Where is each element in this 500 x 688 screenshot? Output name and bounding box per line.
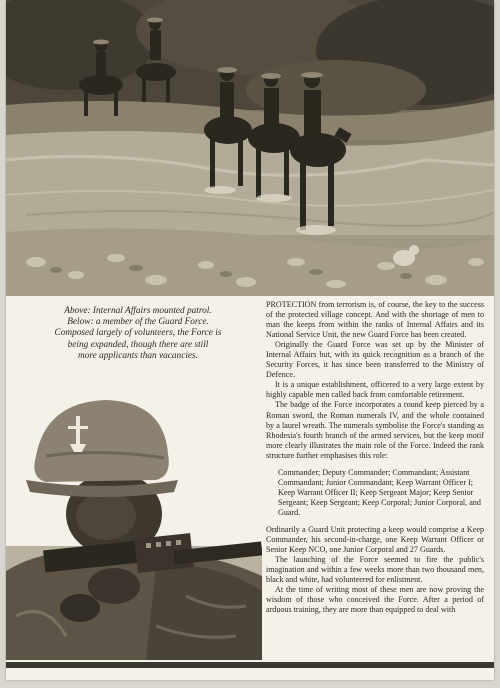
caption-line: Below: a member of the Guard Force. [67,317,209,328]
page-bottom-rule [6,662,494,668]
guard-force-member-photo [6,396,262,660]
mounted-patrol-illustration [6,0,494,296]
caption-line: Composed largely of volunteers, the Force is [54,328,222,339]
body-paragraph: The launching of the Force seemed to fire the public's imagination and within a few weeks more than two thousand men, black and white, had volunteered for enlistment. [266,555,484,585]
body-paragraph: It is a unique establishment, officered to a very large extent by highly capable men called back from comfortable retirement. [266,380,484,400]
caption-line: being expanded, though there are still [67,339,209,350]
body-paragraph: Ordinarily a Guard Unit protecting a keep would comprise a Keep Commander, his second-in-charge, one Keep Warrant Officer or Senior Keep NCO, one Junior Corporal and 27 Guards. [266,524,484,555]
body-paragraph: Originally the Guard Force was set up by the Minister of Internal Affairs but, with its quick recognition as a branch of the Security Forces, it has since been transferred to the Ministry of Defence. [266,340,484,380]
rank-structure-list: Commander; Deputy Commander; Commandant; Assistant Commandant; Junior Commandant; Keep Warrant Officer I; Keep Warrant Officer II; Keep Sergeant Major; Keep Senior Sergeant; Keep Sergeant; Keep Corporal; Junior Corporal, and Guard. [278,467,481,517]
photo-caption [38,306,238,362]
body-paragraph: PROTECTION from terrorism is, of course, the key to the success of the protected village concept. And with the shortage of men to man the keeps from within the ranks of Internal Affairs and its National Service Unit, the new Guard Force has been created. [266,300,484,340]
magazine-page [6,0,494,680]
guard-force-illustration [6,396,262,660]
article-body [266,300,484,615]
caption-line: more applicants than vacancies. [78,350,198,361]
body-paragraph: At the time of writing most of these men are now proving the wisdom of those who conceived the Force. After a period of arduous training, they are more than equipped to deal with [266,585,484,615]
body-paragraph: The badge of the Force incorporates a round keep pierced by a Roman sword, the Roman numerals IV, and the whole contained by a laurel wreath. The numerals symbolise the Force's standing as Rhodesia's fourth branch of the armed services, but the keep motif more clearly illustrates the main role of the Force. Indeed the rank structure further emphasises this role: [266,400,484,460]
caption-line: Above: Internal Affairs mounted patrol. [64,306,212,316]
mounted-patrol-photo [6,0,494,296]
